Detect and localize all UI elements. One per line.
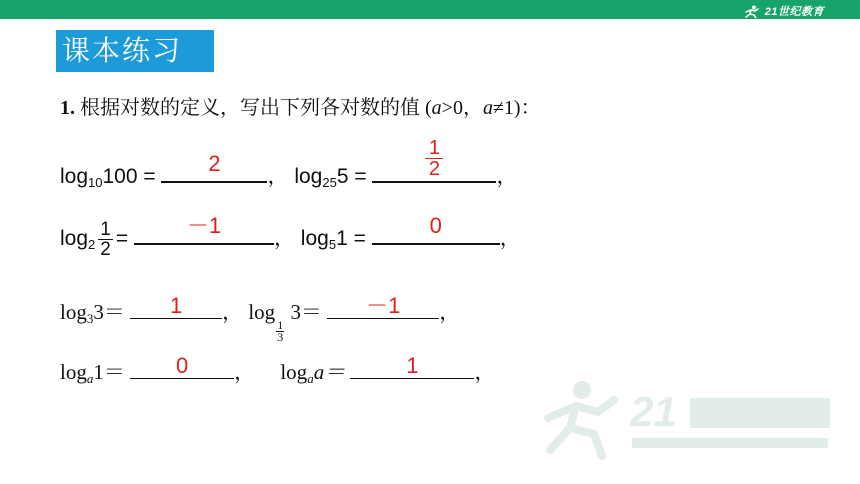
answer-text: 0 (429, 213, 442, 239)
answer-blank[interactable] (130, 353, 234, 379)
fraction-numerator: 1 (277, 318, 284, 332)
separator: ， (234, 360, 256, 384)
exercise-row-2 (60, 213, 521, 260)
question-var-a2: a (482, 97, 493, 119)
separator: ， (273, 227, 295, 251)
question-var-a1: a (431, 97, 442, 119)
log-text: log (294, 165, 323, 188)
separator: ， (474, 360, 496, 384)
top-bar (0, 0, 860, 19)
answer-numerator: 1 (425, 138, 443, 159)
fraction-denominator: 2 (100, 239, 111, 260)
logo-text: 21世纪教育 (764, 6, 824, 18)
log-text: log (248, 300, 276, 324)
log-text: log (60, 300, 87, 324)
question-text (60, 91, 541, 120)
question-text-before: 根据对数的定义，写出下列各对数的值 ( (80, 97, 432, 119)
exercise-row-4 (60, 353, 496, 387)
answer-blank[interactable] (130, 293, 222, 319)
log-text: log (60, 360, 87, 384)
watermark-logo-icon (540, 372, 840, 462)
runner-logo-icon (743, 5, 761, 18)
log-base: a (86, 371, 94, 386)
separator: ， (267, 165, 289, 188)
equals-sign: = (115, 227, 129, 251)
svg-text:21: 21 (630, 388, 677, 435)
question-cond2: ≠1)： (492, 97, 541, 119)
fraction-numerator: 1 (100, 219, 111, 240)
log-base: a (307, 371, 314, 386)
exercise-row-3 (60, 293, 461, 344)
fraction-denominator: 3 (277, 330, 284, 344)
log-argument: 5 = (336, 165, 367, 188)
log-argument: 3＝ (93, 300, 125, 324)
section-title: 课本练习 (56, 30, 214, 72)
log-text: log (280, 360, 308, 384)
log-argument: a＝ (313, 360, 346, 384)
answer-text: 2 (208, 151, 221, 176)
separator: ， (439, 300, 461, 324)
answer-blank[interactable] (372, 213, 500, 245)
log-base: 3 (86, 311, 94, 326)
log-argument-fraction (98, 220, 113, 259)
log-text: log (300, 227, 329, 251)
answer-blank[interactable] (327, 293, 439, 319)
question-number: 1. (60, 97, 75, 119)
log-base: 2 (88, 237, 96, 253)
answer-blank[interactable] (134, 213, 274, 245)
answer-blank[interactable] (372, 137, 496, 183)
answer-text: 1 (169, 293, 183, 318)
log-base: 25 (322, 175, 337, 190)
answer-text: 1 (406, 353, 419, 378)
separator: ， (222, 300, 244, 324)
answer-fraction (372, 138, 496, 179)
question-cond1: >0， (441, 97, 483, 119)
log-base: 10 (88, 175, 103, 190)
answer-blank[interactable] (161, 151, 267, 183)
logo (743, 3, 824, 19)
answer-text: －1 (366, 293, 401, 318)
log-base-fraction (276, 320, 284, 343)
answer-blank[interactable] (350, 353, 474, 379)
log-base: 5 (328, 237, 337, 253)
log-text: log (60, 227, 89, 251)
log-argument: 1＝ (93, 360, 125, 384)
log-argument: 1 = (336, 227, 366, 251)
log-text: log (60, 165, 89, 188)
log-argument: 3＝ (290, 300, 322, 324)
answer-text: －1 (186, 213, 222, 239)
log-argument: 100 = (102, 165, 156, 188)
exercise-row-1 (60, 137, 518, 190)
answer-denominator: 2 (428, 158, 441, 180)
separator: ， (499, 227, 521, 251)
separator: ， (496, 165, 518, 188)
answer-text: 0 (175, 353, 189, 378)
